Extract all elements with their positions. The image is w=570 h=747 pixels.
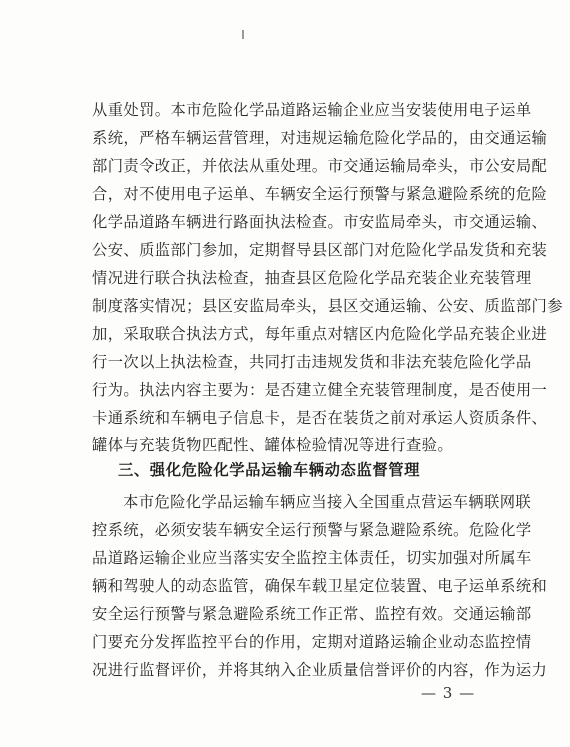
paragraph-line: 加，采取联合执法方式，每年重点对辖区内危险化学品充装企业进	[92, 325, 548, 343]
paragraph-line: 公安、质监部门参加，定期督导县区部门对危险化学品发货和充装	[92, 241, 548, 259]
paragraph-line: 部门责令改正，并依法从重处理。市交通运输局牵头，市公安局配	[92, 157, 548, 175]
paragraph-line: 系统，严格车辆运营管理，对违规运输危险化学品的，由交通运输	[92, 129, 548, 147]
paragraph-line: 辆和驾驶人的动态监管，确保车载卫星定位装置、电子运单系统和	[92, 577, 548, 595]
section-heading: 三、强化危险化学品运输车辆动态监督管理	[118, 461, 421, 479]
paragraph-line: 从重处罚。本市危险化学品道路运输企业应当安装使用电子运单	[92, 101, 532, 119]
paragraph-line: 安全运行预警与紧急避险系统工作正常、监控有效。交通运输部	[92, 605, 532, 623]
paragraph-line: 罐体与充装货物匹配性、罐体检验情况等进行查验。	[92, 436, 454, 454]
paragraph-line: 本市危险化学品运输车辆应当接入全国重点营运车辆联网联	[123, 493, 532, 511]
paragraph-line: 品道路运输企业应当落实安全监控主体责任，切实加强对所属车	[92, 549, 532, 567]
paragraph-line: 控系统，必须安装车辆安全运行预警与紧急避险系统。危险化学	[92, 521, 532, 539]
paragraph-line: 制度落实情况；县区安监局牵头，县区交通运输、公安、质监部门参	[92, 297, 563, 315]
paragraph-line: 化学品道路车辆进行路面执法检查。市安监局牵头，市交通运输、	[92, 213, 548, 231]
page-number: — 3 —	[421, 684, 476, 702]
paragraph-line: 合，对不使用电子运单、车辆安全运行预警与紧急避险系统的危险	[92, 185, 548, 203]
paragraph-line: 行一次以上执法检查，共同打击违规发货和非法充装危险化学品	[92, 353, 532, 371]
paragraph-line: 况进行监督评价，并将其纳入企业质量信誉评价的内容，作为运力	[92, 661, 548, 679]
paragraph-line: 卡通系统和车辆电子信息卡，是否在装货之前对承运人资质条件、	[92, 409, 548, 427]
paragraph-line: 行为。执法内容主要为：是否建立健全充装管理制度，是否使用一	[92, 381, 548, 399]
paragraph-line: 情况进行联合执法检查，抽查县区危险化学品充装企业充装管理	[92, 269, 532, 287]
paragraph-line: 门要充分发挥监控平台的作用，定期对道路运输企业动态监控情	[92, 633, 532, 651]
